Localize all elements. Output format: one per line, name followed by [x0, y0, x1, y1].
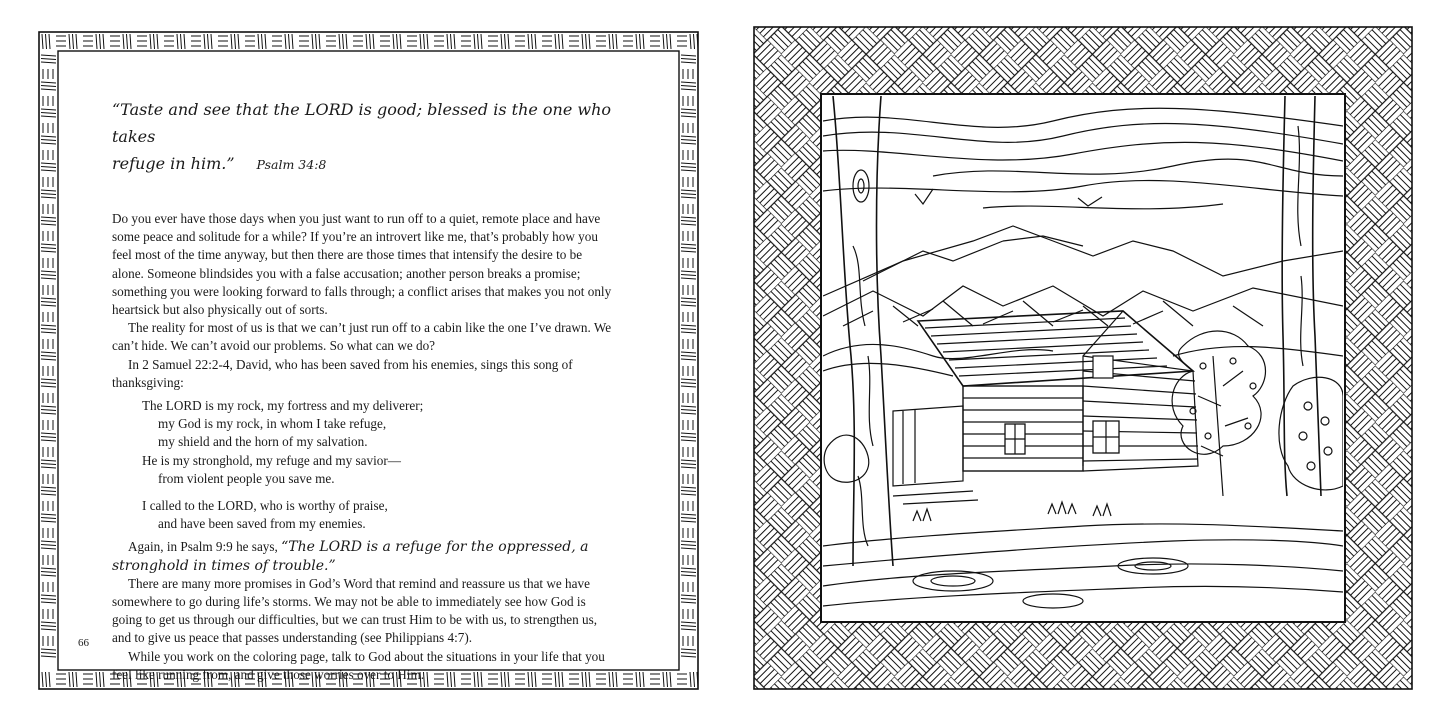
gable-window [1093, 356, 1113, 378]
poem-line: I called to the LORD, who is worthy of praise, [142, 498, 388, 514]
poem-stanza-1 [142, 397, 612, 488]
paragraph-3: In 2 Samuel 22:2-4, David, who has been saved from his enemies, sings this song of thanksgiving: [112, 356, 573, 390]
cabin-illustration [753, 26, 1413, 690]
psalm-intro: Again, in Psalm 9:9 he says, [128, 539, 278, 555]
devotional-text [112, 96, 612, 684]
paragraph-2: The reality for most of us is that we can’t just run off to a cabin like the one I’ve drawn. We can’t hide. We can’t avoid our problems. So what can we do? [112, 320, 612, 354]
epigraph-line-2: refuge in him.” [112, 154, 235, 173]
coloring-illustration [753, 26, 1413, 690]
poem-line: my God is my rock, in whom I take refuge, [158, 416, 387, 432]
epigraph-reference: Psalm 34:8 [256, 157, 327, 172]
poem-line: He is my stronghold, my refuge and my savior— [142, 452, 401, 468]
poem-line: my shield and the horn of my salvation. [158, 434, 368, 450]
psalm-quote: “The LORD is a refuge for the oppressed, a stronghold in times of trouble.” [112, 539, 589, 574]
epigraph [112, 96, 612, 178]
poem-line: The LORD is my rock, my fortress and my deliverer; [142, 398, 424, 414]
poem-stanza-2 [142, 497, 612, 533]
page-number: 66 [78, 637, 89, 649]
paragraph-closing-2: While you work on the coloring page, talk to God about the situations in your life that you feel like running from, and give those worries over to Him. [112, 648, 605, 682]
poem-line: and have been saved from my enemies. [158, 516, 366, 532]
epigraph-line-1: “Taste and see that the LORD is good; blessed is the one who takes [112, 100, 612, 146]
paragraph-1: Do you ever have those days when you just want to run off to a quiet, remote place and have some peace and solitude for a while? If you’re an introvert like me, that’s probably how you feel most of the time anyway, but then there are those times that intensify the desire to be alone. Someone blindsides you with a false accusation; another person breaks a promise; something you were looking forward to falls through; a conflict arises that makes you not only heartsick but also physically out of sorts. [112, 211, 612, 318]
body-text [112, 210, 612, 684]
paragraph-closing-1: There are many more promises in God’s Word that remind and reassure us that we have somewhere to go during life’s storms. We may not be able to immediately see how God is going to get us through our difficulties, but we can trust Him to be with us, to strengthen us, and to give us peace that passes understanding (see Philippians 4:7). [112, 575, 598, 646]
poem-line: from violent people you save me. [158, 470, 335, 486]
paragraph-psalm [112, 538, 612, 574]
